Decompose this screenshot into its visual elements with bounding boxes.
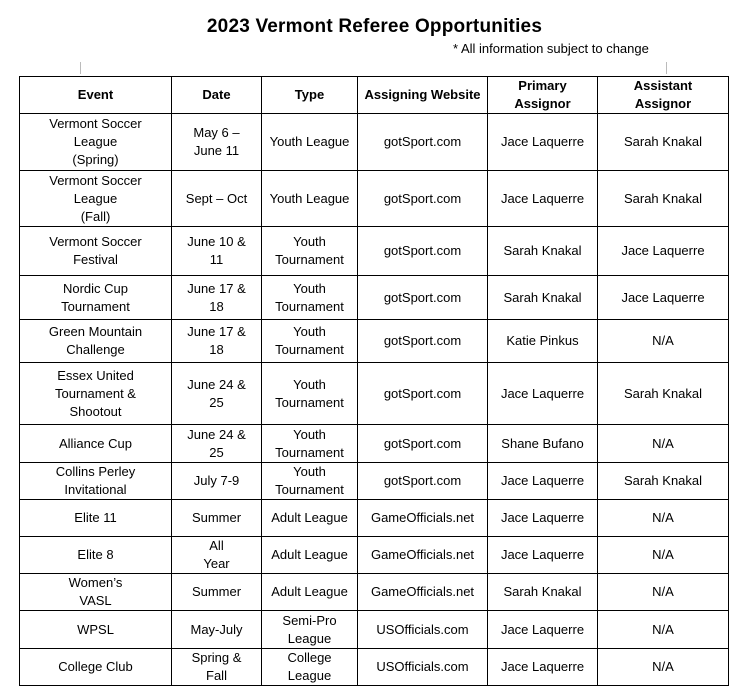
date-cell <box>172 500 262 537</box>
website-cell-text: gotSport.com <box>383 333 462 348</box>
type-cell-line: Tournament <box>275 444 344 460</box>
type-cell-line: Tournament <box>275 482 344 497</box>
date-cell-line: All <box>209 538 224 553</box>
referee-table <box>19 76 729 686</box>
assistant-assignor-cell <box>598 500 729 537</box>
website-cell <box>358 227 488 276</box>
event-cell-line: Shootout <box>69 403 122 419</box>
event-cell-line: League <box>73 134 118 149</box>
date-cell-line: June 24 & <box>187 376 246 392</box>
type-cell-line: Youth <box>293 280 326 296</box>
table-row <box>20 537 729 574</box>
assistant-assignor-cell-text: N/A <box>652 510 674 525</box>
website-cell <box>358 276 488 320</box>
event-cell-line: Vermont Soccer <box>49 234 142 249</box>
date-cell-line: Year <box>203 556 230 571</box>
type-cell-line: Adult League <box>271 584 348 599</box>
event-cell-line: (Fall) <box>80 208 111 224</box>
event-cell <box>20 114 172 171</box>
assistant-assignor-cell <box>598 425 729 463</box>
event-cell-line: Festival <box>73 252 118 267</box>
type-cell-line: Tournament <box>275 394 344 410</box>
event-cell <box>20 611 172 649</box>
type-cell-line: Youth <box>293 426 326 442</box>
type-cell-line: Tournament <box>275 298 344 314</box>
event-cell <box>20 171 172 227</box>
website-cell-text: USOfficials.com <box>376 621 469 637</box>
assistant-assignor-cell <box>598 227 729 276</box>
event-cell-line: Essex United <box>57 367 134 383</box>
event-cell <box>20 537 172 574</box>
date-cell-line: May 6 – <box>193 125 240 140</box>
date-cell-line: June 10 & <box>187 234 246 249</box>
primary-assignor-cell-text: Jace Laquerre <box>500 473 585 488</box>
event-cell <box>20 649 172 686</box>
disclaimer-note: * All information subject to change <box>453 41 649 56</box>
type-cell-line: Semi-Pro <box>282 612 337 628</box>
type-cell <box>262 463 358 500</box>
type-cell <box>262 114 358 171</box>
event-cell-line: League <box>73 190 118 206</box>
header-primary-assignor: Primary Assignor <box>488 77 598 114</box>
primary-assignor-cell <box>488 114 598 171</box>
date-cell-line: Spring & <box>191 650 242 665</box>
date-cell <box>172 320 262 363</box>
type-cell <box>262 227 358 276</box>
type-cell <box>262 425 358 463</box>
website-cell <box>358 425 488 463</box>
website-cell <box>358 611 488 649</box>
date-cell-line: Sept – Oct <box>185 190 248 206</box>
primary-assignor-cell <box>488 171 598 227</box>
website-cell <box>358 114 488 171</box>
event-cell-line: Invitational <box>64 482 127 497</box>
assistant-assignor-cell-text: N/A <box>652 659 674 674</box>
type-cell-line: College <box>287 650 332 665</box>
primary-assignor-cell <box>488 649 598 686</box>
website-cell-text: gotSport.com <box>383 435 462 451</box>
header-date: Date <box>172 77 262 114</box>
event-cell-line: Elite 11 <box>74 510 117 525</box>
website-cell-text: gotSport.com <box>383 289 462 305</box>
date-cell-line: 25 <box>209 394 224 410</box>
primary-assignor-cell <box>488 320 598 363</box>
date-cell-line: 11 <box>209 252 224 267</box>
event-cell <box>20 463 172 500</box>
assistant-assignor-cell-text: N/A <box>652 435 674 451</box>
primary-assignor-cell-text: Shane Bufano <box>501 435 584 451</box>
date-cell-line: June 24 & <box>187 426 246 442</box>
assistant-assignor-cell <box>598 276 729 320</box>
primary-assignor-cell <box>488 611 598 649</box>
website-cell-text: gotSport.com <box>383 385 462 401</box>
table-row <box>20 227 729 276</box>
date-cell-line: 18 <box>209 342 224 357</box>
primary-assignor-cell-text: Jace Laquerre <box>500 659 585 674</box>
event-cell <box>20 363 172 425</box>
date-cell <box>172 363 262 425</box>
assistant-assignor-cell-text: N/A <box>652 584 674 599</box>
website-cell-text: gotSport.com <box>383 473 462 488</box>
assistant-assignor-cell-text: Sarah Knakal <box>623 385 703 401</box>
primary-assignor-cell <box>488 363 598 425</box>
header-row <box>20 77 729 114</box>
type-cell <box>262 363 358 425</box>
type-cell <box>262 574 358 611</box>
event-cell <box>20 574 172 611</box>
event-cell-line: Women’s <box>68 575 123 590</box>
primary-assignor-cell <box>488 537 598 574</box>
date-cell <box>172 276 262 320</box>
type-cell <box>262 649 358 686</box>
date-cell-line: Summer <box>191 510 242 525</box>
date-cell-line: May-July <box>190 621 243 637</box>
table-row <box>20 425 729 463</box>
assistant-assignor-cell <box>598 537 729 574</box>
type-cell-line: Youth League <box>269 134 350 149</box>
assistant-assignor-cell-text: N/A <box>652 621 674 637</box>
event-cell-line: College Club <box>58 659 133 674</box>
date-cell <box>172 537 262 574</box>
type-cell <box>262 500 358 537</box>
event-cell-line: Alliance Cup <box>59 435 132 451</box>
primary-assignor-cell-text: Katie Pinkus <box>506 333 579 348</box>
website-cell <box>358 537 488 574</box>
event-cell-line: Nordic Cup <box>62 280 129 296</box>
table-row <box>20 500 729 537</box>
date-cell-line: June 11 <box>193 143 240 158</box>
primary-assignor-cell-text: Jace Laquerre <box>500 510 585 525</box>
event-cell-line: Vermont Soccer <box>49 172 142 188</box>
date-cell <box>172 574 262 611</box>
type-cell-line: Tournament <box>275 342 344 357</box>
type-cell-line: Adult League <box>271 547 348 562</box>
website-cell <box>358 649 488 686</box>
date-cell <box>172 425 262 463</box>
date-cell <box>172 649 262 686</box>
event-cell-line: Collins Perley <box>55 464 136 479</box>
primary-assignor-cell-text: Jace Laquerre <box>500 547 585 562</box>
website-cell <box>358 171 488 227</box>
primary-assignor-cell <box>488 500 598 537</box>
table-row <box>20 114 729 171</box>
primary-assignor-cell <box>488 574 598 611</box>
date-cell-line: 25 <box>209 444 224 460</box>
event-cell-line: (Spring) <box>72 152 119 167</box>
website-cell <box>358 320 488 363</box>
corner-mark <box>80 62 81 74</box>
website-cell-text: gotSport.com <box>383 243 462 258</box>
website-cell-text: USOfficials.com <box>376 659 469 674</box>
website-cell <box>358 500 488 537</box>
website-cell <box>358 363 488 425</box>
assistant-assignor-cell-text: Jace Laquerre <box>621 289 705 305</box>
date-cell <box>172 227 262 276</box>
table-row <box>20 320 729 363</box>
primary-assignor-cell-text: Sarah Knakal <box>503 584 582 599</box>
type-cell-line: Youth <box>293 464 326 479</box>
primary-assignor-cell <box>488 276 598 320</box>
date-cell-line: 18 <box>209 298 224 314</box>
date-cell-line: Summer <box>191 584 242 599</box>
type-cell-line: Tournament <box>275 252 344 267</box>
table-row <box>20 574 729 611</box>
primary-assignor-cell-text: Jace Laquerre <box>500 621 585 637</box>
table-row <box>20 171 729 227</box>
assistant-assignor-cell <box>598 171 729 227</box>
website-cell-text: GameOfficials.net <box>370 584 475 599</box>
assistant-assignor-cell <box>598 463 729 500</box>
date-cell-line: July 7-9 <box>193 473 240 488</box>
table-row <box>20 649 729 686</box>
website-cell-text: GameOfficials.net <box>370 510 475 525</box>
assistant-assignor-cell-text: N/A <box>652 547 674 562</box>
assistant-assignor-cell <box>598 649 729 686</box>
type-cell <box>262 276 358 320</box>
assistant-assignor-cell-text: N/A <box>652 333 674 348</box>
page-title: 2023 Vermont Referee Opportunities <box>206 16 543 37</box>
header-type: Type <box>262 77 358 114</box>
assistant-assignor-cell <box>598 320 729 363</box>
primary-assignor-cell-text: Jace Laquerre <box>500 385 585 401</box>
date-cell-line: June 17 & <box>187 280 246 296</box>
event-cell-line: Elite 8 <box>77 547 114 562</box>
type-cell-line: Youth <box>293 324 326 339</box>
assistant-assignor-cell <box>598 574 729 611</box>
primary-assignor-cell <box>488 227 598 276</box>
type-cell <box>262 171 358 227</box>
date-cell <box>172 463 262 500</box>
primary-assignor-cell-text: Sarah Knakal <box>503 289 582 305</box>
event-cell-line: Challenge <box>66 342 125 357</box>
assistant-assignor-cell-text: Sarah Knakal <box>623 134 703 149</box>
website-cell-text: gotSport.com <box>383 134 462 149</box>
website-cell <box>358 463 488 500</box>
date-cell <box>172 611 262 649</box>
event-cell-line: WPSL <box>77 621 114 637</box>
event-cell <box>20 227 172 276</box>
corner-mark <box>666 62 667 74</box>
assistant-assignor-cell <box>598 363 729 425</box>
assistant-assignor-cell <box>598 611 729 649</box>
table-row <box>20 363 729 425</box>
event-cell <box>20 425 172 463</box>
header-event: Event <box>20 77 172 114</box>
type-cell <box>262 320 358 363</box>
date-cell <box>172 114 262 171</box>
assistant-assignor-cell-text: Sarah Knakal <box>623 473 703 488</box>
table-row <box>20 276 729 320</box>
date-cell-line: June 17 & <box>187 324 246 339</box>
type-cell-line: League <box>287 668 332 683</box>
primary-assignor-cell <box>488 463 598 500</box>
primary-assignor-cell-text: Jace Laquerre <box>500 190 585 206</box>
header-assistant-assignor: Assistant Assignor <box>598 77 729 114</box>
header-website: Assigning Website <box>358 77 488 114</box>
assistant-assignor-cell <box>598 114 729 171</box>
primary-assignor-cell-text: Jace Laquerre <box>500 134 585 149</box>
type-cell <box>262 611 358 649</box>
website-cell <box>358 574 488 611</box>
event-cell <box>20 276 172 320</box>
type-cell-line: Adult League <box>271 510 348 525</box>
date-cell-line: Fall <box>206 668 227 683</box>
event-cell-line: Green Mountain <box>48 324 143 339</box>
assistant-assignor-cell-text: Sarah Knakal <box>623 190 703 206</box>
website-cell-text: gotSport.com <box>383 190 462 206</box>
event-cell-line: Tournament <box>61 298 130 314</box>
primary-assignor-cell <box>488 425 598 463</box>
date-cell <box>172 171 262 227</box>
type-cell-line: League <box>287 630 332 646</box>
assistant-assignor-cell-text: Jace Laquerre <box>621 243 705 258</box>
type-cell-line: Youth League <box>269 190 350 206</box>
table-row <box>20 611 729 649</box>
website-cell-text: GameOfficials.net <box>370 547 475 562</box>
event-cell-line: Tournament & <box>55 385 136 401</box>
table-row <box>20 463 729 500</box>
type-cell <box>262 537 358 574</box>
type-cell-line: Youth <box>293 376 326 392</box>
event-cell <box>20 320 172 363</box>
event-cell-line: VASL <box>79 593 112 608</box>
event-cell <box>20 500 172 537</box>
event-cell-line: Vermont Soccer <box>49 116 142 131</box>
primary-assignor-cell-text: Sarah Knakal <box>503 243 582 258</box>
type-cell-line: Youth <box>293 234 326 249</box>
